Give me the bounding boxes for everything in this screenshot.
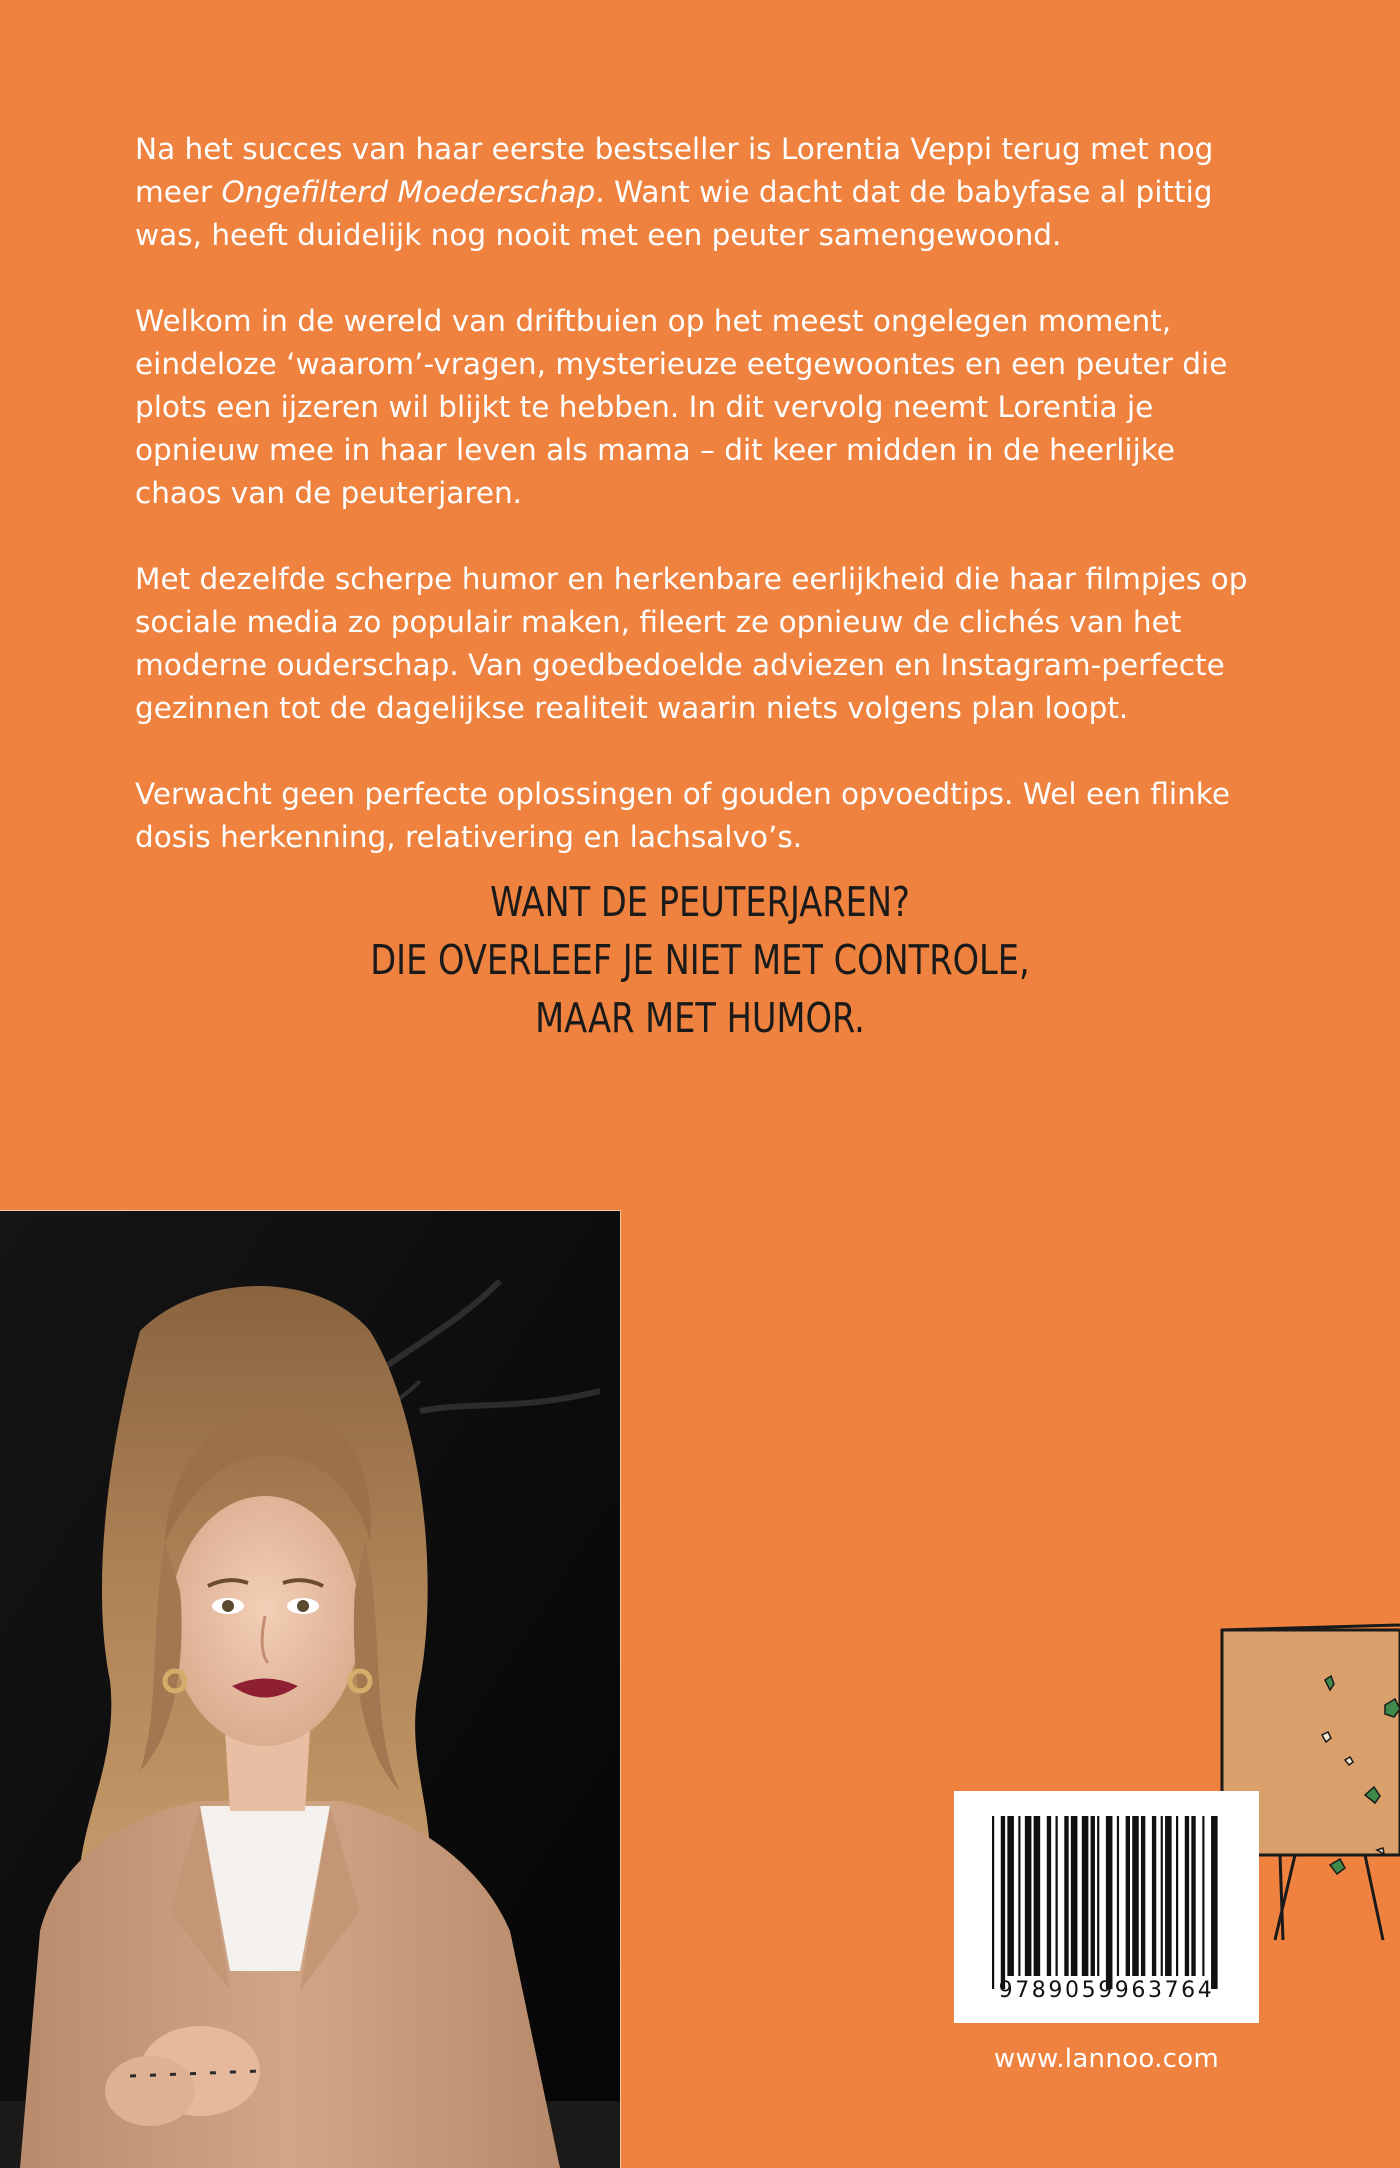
barcode-bar (1191, 1816, 1195, 1976)
blurb-paragraph-2: Welkom in de wereld van driftbuien op het meest ongelegen moment, eindeloze ‘waarom’-vragen, mysterieuze eetgewoontes en een peuter die plots een ijzeren wil blijkt te hebben. In dit vervolg neemt Lorentia je opnieuw mee in haar leven als mama – dit keer midden in de heerlijke chaos van de peuterjaren. (135, 304, 1228, 510)
blurb-paragraph-4: Verwacht geen perfecte oplossingen of gouden opvoedtips. Wel een flinke dosis herkenning, relativering en lachsalvo’s. (135, 777, 1230, 854)
isbn-number: 9789059963764 (998, 1978, 1215, 2003)
barcode-bar (992, 1816, 994, 1989)
barcode-bar (1007, 1816, 1014, 1976)
barcode-bar (1141, 1816, 1145, 1976)
tagline-line-1: WANT DE PEUTERJAREN? (490, 878, 910, 926)
author-portrait-image (0, 1211, 620, 2168)
barcode-bar (1082, 1816, 1089, 1976)
barcode-bar (1056, 1816, 1058, 1976)
barcode-bar (1126, 1816, 1130, 1976)
barcode-bar (1091, 1816, 1095, 1976)
barcode-bar (1025, 1816, 1032, 1976)
barcode-bar (1097, 1816, 1099, 1976)
barcode-bar (1176, 1816, 1178, 1976)
barcode-bar (1202, 1816, 1204, 1976)
blurb-paragraph-1 (135, 128, 1265, 257)
barcode-bar (1211, 1816, 1218, 1989)
isbn-barcode (954, 1791, 1259, 2023)
barcode-bar (1132, 1816, 1139, 1976)
barcode-bar (1165, 1816, 1172, 1976)
blurb-paragraph-3: Met dezelfde scherpe humor en herkenbare eerlijkheid die haar filmpjes op sociale media zo populair maken, fileert ze opnieuw de clichés van het moderne ouderschap. Van goedbedoelde adviezen en Instagram-perfecte gezinnen tot de dagelijkse realiteit waarin niets volgens plan loopt. (135, 562, 1248, 725)
publisher-website: www.lannoo.com (993, 2044, 1220, 2074)
book-title-reference: Ongefilterd Moederschap (221, 175, 596, 209)
barcode-bar (1071, 1816, 1078, 1976)
tagline-line-2: DIE OVERLEEF JE NIET MET CONTROLE, (370, 936, 1030, 984)
tagline-line-3: MAAR MET HUMOR. (535, 994, 865, 1042)
barcode-bar (1106, 1816, 1113, 1989)
author-photo (0, 1210, 621, 2168)
blurb-p1-end: . Want wie dacht dat de babyfase al pittig was, heeft duidelijk nog nooit met een peuter samengewoond. (135, 175, 1213, 252)
blurb-text (135, 128, 1265, 902)
barcode-bar (1064, 1816, 1068, 1976)
barcode-bar (1152, 1816, 1156, 1976)
barcode-bar (1047, 1816, 1051, 1976)
barcode-bar (1001, 1816, 1005, 1989)
barcode-bar (1034, 1816, 1041, 1976)
barcode-bar (1018, 1816, 1020, 1976)
barcode-bar (1161, 1816, 1163, 1976)
barcode-bar (1185, 1816, 1189, 1976)
tagline (126, 873, 1274, 1047)
blurb-p1-start: Na het succes van haar eerste bestseller is Lorentia Veppi terug met nog meer (135, 132, 1214, 209)
barcode-bar (1117, 1816, 1119, 1976)
